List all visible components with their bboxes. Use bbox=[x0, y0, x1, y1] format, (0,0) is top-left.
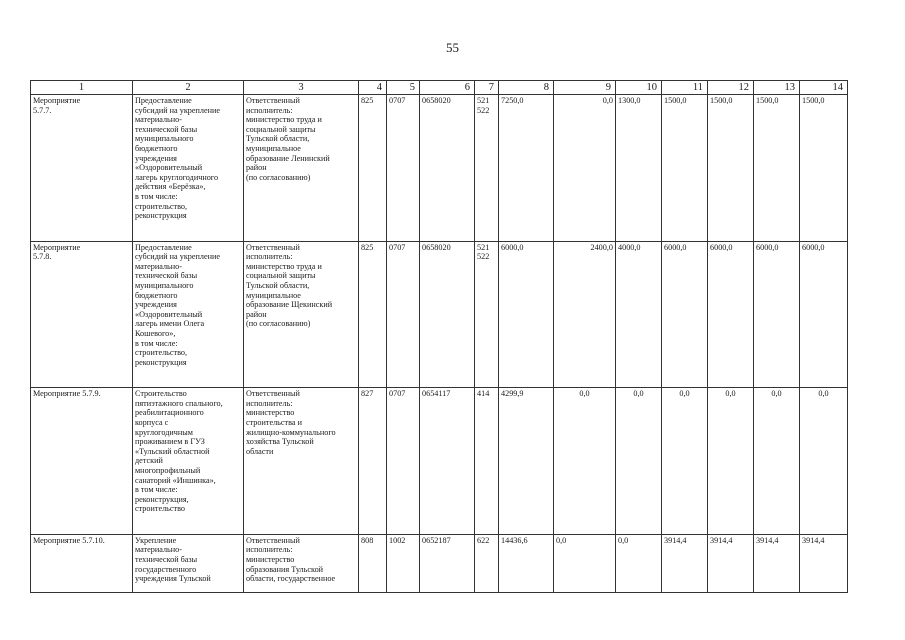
measure-cell-line: Мероприятие 5.7.10. bbox=[33, 535, 105, 545]
year-amount-cell-14: 1500,0 bbox=[800, 95, 848, 242]
total-amount-cell: 7250,0 bbox=[499, 95, 554, 242]
executor-cell-line: строительства и bbox=[246, 417, 302, 427]
ministry-code-cell: 808 bbox=[359, 534, 387, 592]
section-code-cell: 0707 bbox=[387, 241, 420, 388]
description-cell-line: детский bbox=[135, 456, 163, 466]
year-amount-cell-11: 0,0 bbox=[662, 388, 708, 535]
column-header-14: 14 bbox=[800, 81, 848, 95]
executor-cell-line: социальной защиты bbox=[246, 271, 316, 281]
header-row bbox=[31, 81, 848, 95]
table-row bbox=[31, 388, 848, 535]
column-header-12: 12 bbox=[708, 81, 754, 95]
expense-type-cell-line: 622 bbox=[477, 535, 490, 545]
description-cell-line: Предоставление bbox=[135, 96, 192, 105]
executor-cell-line: исполнитель: bbox=[246, 105, 293, 115]
description-cell-line: Строительство bbox=[135, 389, 187, 399]
column-header-8: 8 bbox=[499, 81, 554, 95]
program-measures-table bbox=[30, 80, 848, 593]
year-amount-cell-9: 0,0 bbox=[554, 534, 616, 592]
description-cell-line: лагерь имени Олега bbox=[135, 319, 205, 329]
target-article-cell: 0652187 bbox=[420, 534, 475, 592]
year-amount-cell-11: 3914,4 bbox=[662, 534, 708, 592]
description-cell-line: технической базы bbox=[135, 271, 198, 281]
column-header-7: 7 bbox=[475, 81, 499, 95]
year-amount-cell-13: 6000,0 bbox=[754, 241, 800, 388]
measure-cell bbox=[31, 241, 133, 388]
column-header-13: 13 bbox=[754, 81, 800, 95]
description-cell bbox=[133, 95, 244, 242]
column-header-5: 5 bbox=[387, 81, 420, 95]
year-amount-cell-9: 0,0 bbox=[554, 95, 616, 242]
executor-cell-line: Ответственный bbox=[246, 389, 300, 399]
executor-cell-line: социальной защиты bbox=[246, 124, 316, 134]
measure-cell-line: 5.7.7. bbox=[33, 105, 52, 115]
executor-cell-line: Ответственный bbox=[246, 96, 300, 105]
column-header-2: 2 bbox=[133, 81, 244, 95]
description-cell-line: технической базы bbox=[135, 124, 198, 134]
target-article-cell: 0658020 bbox=[420, 95, 475, 242]
column-header-9: 9 bbox=[554, 81, 616, 95]
executor-cell-line: (по согласованию) bbox=[246, 172, 311, 182]
description-cell-line: в том числе: bbox=[135, 338, 178, 348]
description-cell-line: «Тульский областной bbox=[135, 446, 210, 456]
ministry-code-cell: 825 bbox=[359, 241, 387, 388]
executor-cell-line: министерство труда и bbox=[246, 261, 322, 271]
description-cell-line: Предоставление bbox=[135, 242, 192, 252]
year-amount-cell-13: 1500,0 bbox=[754, 95, 800, 242]
executor-cell bbox=[244, 95, 359, 242]
description-cell-line: пятиэтажного спального, bbox=[135, 398, 223, 408]
executor-cell-line: образования Тульской bbox=[246, 564, 324, 574]
description-cell-line: реконструкция bbox=[135, 211, 187, 221]
measure-cell-line: 5.7.8. bbox=[33, 252, 52, 262]
expense-type-cell bbox=[475, 388, 499, 535]
measure-cell bbox=[31, 388, 133, 535]
executor-cell-line: министерство bbox=[246, 554, 295, 564]
executor-cell-line: Тульской области, bbox=[246, 280, 310, 290]
description-cell-line: многопрофильный bbox=[135, 465, 201, 475]
year-amount-cell-9: 2400,0 bbox=[554, 241, 616, 388]
description-cell bbox=[133, 534, 244, 592]
description-cell-line: материально- bbox=[135, 115, 182, 125]
executor-cell-line: министерство bbox=[246, 408, 295, 418]
description-cell-line: субсидий на укрепление bbox=[135, 105, 221, 115]
description-cell-line: Кошевого», bbox=[135, 328, 176, 338]
description-cell-line: технической базы bbox=[135, 554, 198, 564]
total-amount-cell: 14436,6 bbox=[499, 534, 554, 592]
description-cell bbox=[133, 241, 244, 388]
description-cell-line: государственного bbox=[135, 564, 197, 574]
executor-cell-line: хозяйства Тульской bbox=[246, 437, 314, 447]
ministry-code-cell: 825 bbox=[359, 95, 387, 242]
ministry-code-cell: 827 bbox=[359, 388, 387, 535]
description-cell-line: строительство, bbox=[135, 348, 188, 358]
measure-cell-line: Мероприятие bbox=[33, 96, 81, 105]
measure-cell bbox=[31, 95, 133, 242]
expense-type-cell bbox=[475, 95, 499, 242]
description-cell-line: «Оздоровительный bbox=[135, 163, 203, 173]
expense-type-cell-line: 521 bbox=[477, 242, 490, 252]
description-cell-line: субсидий на укрепление bbox=[135, 252, 221, 262]
executor-cell-line: Ответственный bbox=[246, 535, 300, 545]
description-cell-line: в том числе: bbox=[135, 485, 178, 495]
executor-cell-line: образование Ленинский bbox=[246, 153, 330, 163]
measure-cell bbox=[31, 534, 133, 592]
year-amount-cell-13: 0,0 bbox=[754, 388, 800, 535]
expense-type-cell-line: 522 bbox=[477, 105, 490, 115]
description-cell-line: бюджетного bbox=[135, 143, 178, 153]
section-code-cell: 1002 bbox=[387, 534, 420, 592]
description-cell-line: бюджетного bbox=[135, 290, 178, 300]
description-cell-line: учреждения bbox=[135, 153, 177, 163]
executor-cell-line: район bbox=[246, 309, 267, 319]
year-amount-cell-10: 0,0 bbox=[616, 534, 662, 592]
executor-cell-line: район bbox=[246, 163, 267, 173]
description-cell-line: проживанием в ГУЗ bbox=[135, 437, 205, 447]
year-amount-cell-10: 1300,0 bbox=[616, 95, 662, 242]
executor-cell bbox=[244, 388, 359, 535]
executor-cell-line: исполнитель: bbox=[246, 252, 293, 262]
executor-cell-line: министерство труда и bbox=[246, 115, 322, 125]
description-cell-line: действия «Берёзка», bbox=[135, 182, 206, 192]
year-amount-cell-11: 1500,0 bbox=[662, 95, 708, 242]
description-cell-line: учреждения Тульской bbox=[135, 574, 211, 584]
column-header-1: 1 bbox=[31, 81, 133, 95]
year-amount-cell-14: 0,0 bbox=[800, 388, 848, 535]
executor-cell-line: исполнитель: bbox=[246, 545, 293, 555]
column-header-4: 4 bbox=[359, 81, 387, 95]
measure-cell-line: Мероприятие 5.7.9. bbox=[33, 389, 101, 399]
executor-cell-line: образование Щекинский bbox=[246, 300, 333, 310]
executor-cell-line: муниципальное bbox=[246, 143, 301, 153]
executor-cell-line: жилищно-коммунального bbox=[246, 427, 336, 437]
executor-cell-line: муниципальное bbox=[246, 290, 301, 300]
measure-cell-line: Мероприятие bbox=[33, 242, 81, 252]
expense-type-cell-line: 521 bbox=[477, 96, 490, 105]
year-amount-cell-11: 6000,0 bbox=[662, 241, 708, 388]
description-cell-line: строительство, bbox=[135, 201, 188, 211]
description-cell-line: круглогодичным bbox=[135, 427, 193, 437]
table-row bbox=[31, 534, 848, 592]
page-number: 55 bbox=[446, 40, 459, 55]
expense-type-cell bbox=[475, 534, 499, 592]
year-amount-cell-13: 3914,4 bbox=[754, 534, 800, 592]
description-cell-line: «Оздоровительный bbox=[135, 309, 203, 319]
description-cell-line: реконструкция bbox=[135, 357, 187, 367]
year-amount-cell-12: 1500,0 bbox=[708, 95, 754, 242]
description-cell bbox=[133, 388, 244, 535]
executor-cell-line: исполнитель: bbox=[246, 398, 293, 408]
section-code-cell: 0707 bbox=[387, 388, 420, 535]
total-amount-cell: 6000,0 bbox=[499, 241, 554, 388]
description-cell-line: материально- bbox=[135, 545, 182, 555]
description-cell-line: строительство bbox=[135, 504, 186, 514]
year-amount-cell-14: 3914,4 bbox=[800, 534, 848, 592]
executor-cell-line: области bbox=[246, 446, 274, 456]
table-row bbox=[31, 95, 848, 242]
expense-type-cell bbox=[475, 241, 499, 388]
executor-cell-line: Тульской области, bbox=[246, 134, 310, 144]
description-cell-line: реконструкция, bbox=[135, 494, 189, 504]
year-amount-cell-10: 0,0 bbox=[616, 388, 662, 535]
column-header-6: 6 bbox=[420, 81, 475, 95]
target-article-cell: 0654117 bbox=[420, 388, 475, 535]
description-cell-line: в том числе: bbox=[135, 191, 178, 201]
year-amount-cell-10: 4000,0 bbox=[616, 241, 662, 388]
description-cell-line: Укрепление bbox=[135, 535, 177, 545]
description-cell-line: муниципального bbox=[135, 134, 194, 144]
description-cell-line: муниципального bbox=[135, 280, 194, 290]
executor-cell-line: Ответственный bbox=[246, 242, 300, 252]
year-amount-cell-12: 3914,4 bbox=[708, 534, 754, 592]
year-amount-cell-12: 6000,0 bbox=[708, 241, 754, 388]
executor-cell-line: области, государственное bbox=[246, 574, 336, 584]
section-code-cell: 0707 bbox=[387, 95, 420, 242]
executor-cell bbox=[244, 534, 359, 592]
description-cell-line: корпуса с bbox=[135, 417, 169, 427]
expense-type-cell-line: 522 bbox=[477, 252, 490, 262]
expense-type-cell-line: 414 bbox=[477, 389, 490, 399]
description-cell-line: лагерь круглогодичного bbox=[135, 172, 219, 182]
year-amount-cell-12: 0,0 bbox=[708, 388, 754, 535]
description-cell-line: санаторий «Иншинка», bbox=[135, 475, 216, 485]
description-cell-line: материально- bbox=[135, 261, 182, 271]
executor-cell-line: (по согласованию) bbox=[246, 319, 311, 329]
total-amount-cell: 4299,9 bbox=[499, 388, 554, 535]
year-amount-cell-14: 6000,0 bbox=[800, 241, 848, 388]
column-header-10: 10 bbox=[616, 81, 662, 95]
target-article-cell: 0658020 bbox=[420, 241, 475, 388]
description-cell-line: реабилитационного bbox=[135, 408, 204, 418]
executor-cell bbox=[244, 241, 359, 388]
description-cell-line: учреждения bbox=[135, 300, 177, 310]
column-header-11: 11 bbox=[662, 81, 708, 95]
table-row bbox=[31, 241, 848, 388]
column-header-3: 3 bbox=[244, 81, 359, 95]
year-amount-cell-9: 0,0 bbox=[554, 388, 616, 535]
